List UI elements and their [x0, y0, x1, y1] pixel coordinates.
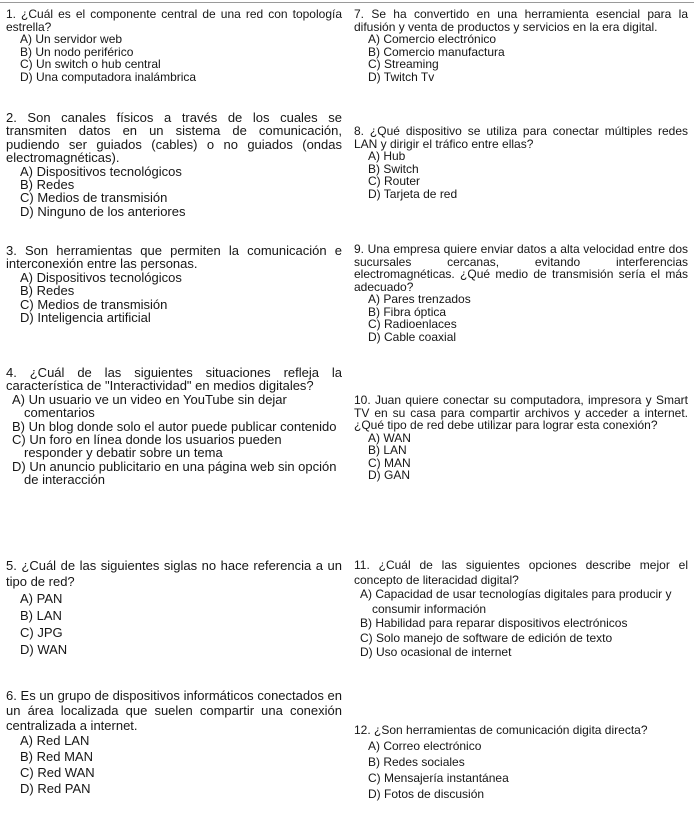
question-9-option-d: D) Cable coaxial [368, 329, 457, 344]
question-10-option-c: C) MAN [368, 455, 411, 470]
question-3-option-b: B) Redes [20, 283, 75, 299]
question-1-stem: 1. ¿Cuál es el componente central de una red con topología estrella? [6, 7, 342, 34]
question-6-stem: 6. Es un grupo de dispositivos informáticos conectados en un área localizada que suelen compartir una conexión centralizada a internet. [6, 688, 342, 733]
question-8-option-b: B) Switch [368, 161, 419, 176]
question-11-option-c: C) Solo manejo de software de edición de texto [360, 630, 613, 645]
question-6-option-a: A) Red LAN [20, 733, 90, 748]
question-5-stem: 5. ¿Cuál de las siguientes siglas no hace referencia a un tipo de red? [6, 558, 342, 589]
question-4-stem: 4. ¿Cuál de las siguientes situaciones refleja la característica de "Interactividad" en medios digitales? [6, 365, 342, 394]
question-7-option-a: A) Comercio electrónico [368, 32, 497, 46]
question-2-option-a: A) Dispositivos tecnológicos [20, 163, 182, 179]
question-9-option-a: A) Pares trenzados [368, 292, 471, 306]
question-2-option-c: C) Medios de transmisión [20, 190, 168, 206]
question-12-option-a: A) Correo electrónico [368, 739, 482, 753]
question-3-option-c: C) Medios de transmisión [20, 296, 168, 312]
question-5-option-c: C) JPG [20, 625, 63, 640]
question-2 [6, 111, 342, 218]
question-2-stem: 2. Son canales físicos a través de los cuales se transmiten datos en un sistema de comunicación, pudiendo ser guiados (cables) o no guiados (ondas electromagnéticas). [6, 110, 342, 166]
question-12-option-c: C) Mensajería instantánea [368, 771, 509, 785]
question-6-option-d: D) Red PAN [20, 781, 91, 796]
question-8-option-c: C) Router [368, 174, 421, 188]
question-10 [354, 394, 688, 482]
question-7-option-d: D) Twitch Tv [368, 69, 435, 84]
question-4-option-b: B) Un blog donde solo el autor puede publicar contenido [12, 418, 337, 434]
question-7-option-c: C) Streaming [368, 57, 439, 71]
question-7-stem: 7. Se ha convertido en una herramienta esencial para la difusión y venta de productos y servicios en la era digital. [354, 7, 688, 34]
question-4-option-c: C) Un foro en línea donde los usuarios pueden responder y debatir sobre un tema [12, 432, 282, 461]
question-10-stem: 10. Juan quiere conectar su computadora, impresora y Smart TV en su casa para compartir archivos y acceder a internet. ¿Qué tipo de red debe utilizar para lograr esta conexión? [354, 393, 688, 432]
question-8-stem: 8. ¿Qué dispositivo se utiliza para conectar múltiples redes LAN y dirigir el tráfico entre ellas? [354, 124, 688, 151]
question-8-option-a: A) Hub [368, 149, 406, 163]
question-11 [354, 558, 688, 660]
question-4 [6, 366, 342, 487]
question-6-option-c: C) Red WAN [20, 765, 95, 780]
question-10-option-b: B) LAN [368, 443, 407, 457]
question-5-option-a: A) PAN [20, 591, 63, 606]
question-3 [6, 244, 342, 324]
question-11-option-d: D) Uso ocasional de internet [360, 645, 512, 659]
question-7 [354, 8, 688, 83]
question-4-option-a: A) Un usuario ve un video en YouTube sin dejar comentarios [12, 391, 287, 421]
question-11-stem: 11. ¿Cuál de las siguientes opciones describe mejor el concepto de literacidad digital? [354, 558, 688, 587]
question-3-option-d: D) Inteligencia artificial [20, 310, 151, 326]
question-1-option-c: C) Un switch o hub central [20, 57, 161, 71]
question-1-option-b: B) Un nodo periférico [20, 44, 134, 59]
question-12-option-b: B) Redes sociales [368, 755, 465, 769]
question-3-stem: 3. Son herramientas que permiten la comunicación e interconexión entre las personas. [6, 243, 342, 272]
question-8-option-d: D) Tarjeta de red [368, 186, 458, 201]
question-9-stem: 9. Una empresa quiere enviar datos a alta velocidad entre dos sucursales cercanas, evitando interferencias electromagnéticas. ¿Qué medio de transmisión sería el más adecuado? [354, 242, 688, 294]
question-4-option-d: D) Un anuncio publicitario en una página web sin opción de interacción [12, 458, 337, 488]
question-3-option-a: A) Dispositivos tecnológicos [20, 269, 182, 285]
question-6 [6, 688, 342, 797]
question-12-option-d: D) Fotos de discusión [368, 787, 485, 801]
question-11-option-b: B) Habilidad para reparar dispositivos electrónicos [360, 616, 628, 630]
question-5-option-b: B) LAN [20, 608, 62, 623]
question-1-option-d: D) Una computadora inalámbrica [20, 69, 197, 84]
question-5-option-d: D) WAN [20, 642, 68, 657]
question-10-option-a: A) WAN [368, 430, 411, 445]
question-12-stem: 12. ¿Son herramientas de comunicación digita directa? [354, 723, 648, 737]
question-2-option-b: B) Redes [20, 177, 75, 193]
question-1-option-a: A) Un servidor web [20, 32, 123, 46]
question-9 [354, 243, 688, 343]
question-8 [354, 125, 688, 200]
question-6-option-b: B) Red MAN [20, 749, 93, 764]
question-2-option-d: D) Ninguno de los anteriores [20, 203, 186, 219]
question-11-option-a: A) Capacidad de usar tecnologías digitales para producir y consumir información [360, 587, 672, 616]
question-5 [6, 558, 342, 658]
question-7-option-b: B) Comercio manufactura [368, 44, 505, 59]
question-9-option-b: B) Fibra óptica [368, 304, 447, 319]
question-9-option-c: C) Radioenlaces [368, 317, 457, 331]
question-12 [354, 723, 688, 802]
question-10-option-d: D) GAN [368, 468, 410, 482]
question-1 [6, 8, 342, 83]
